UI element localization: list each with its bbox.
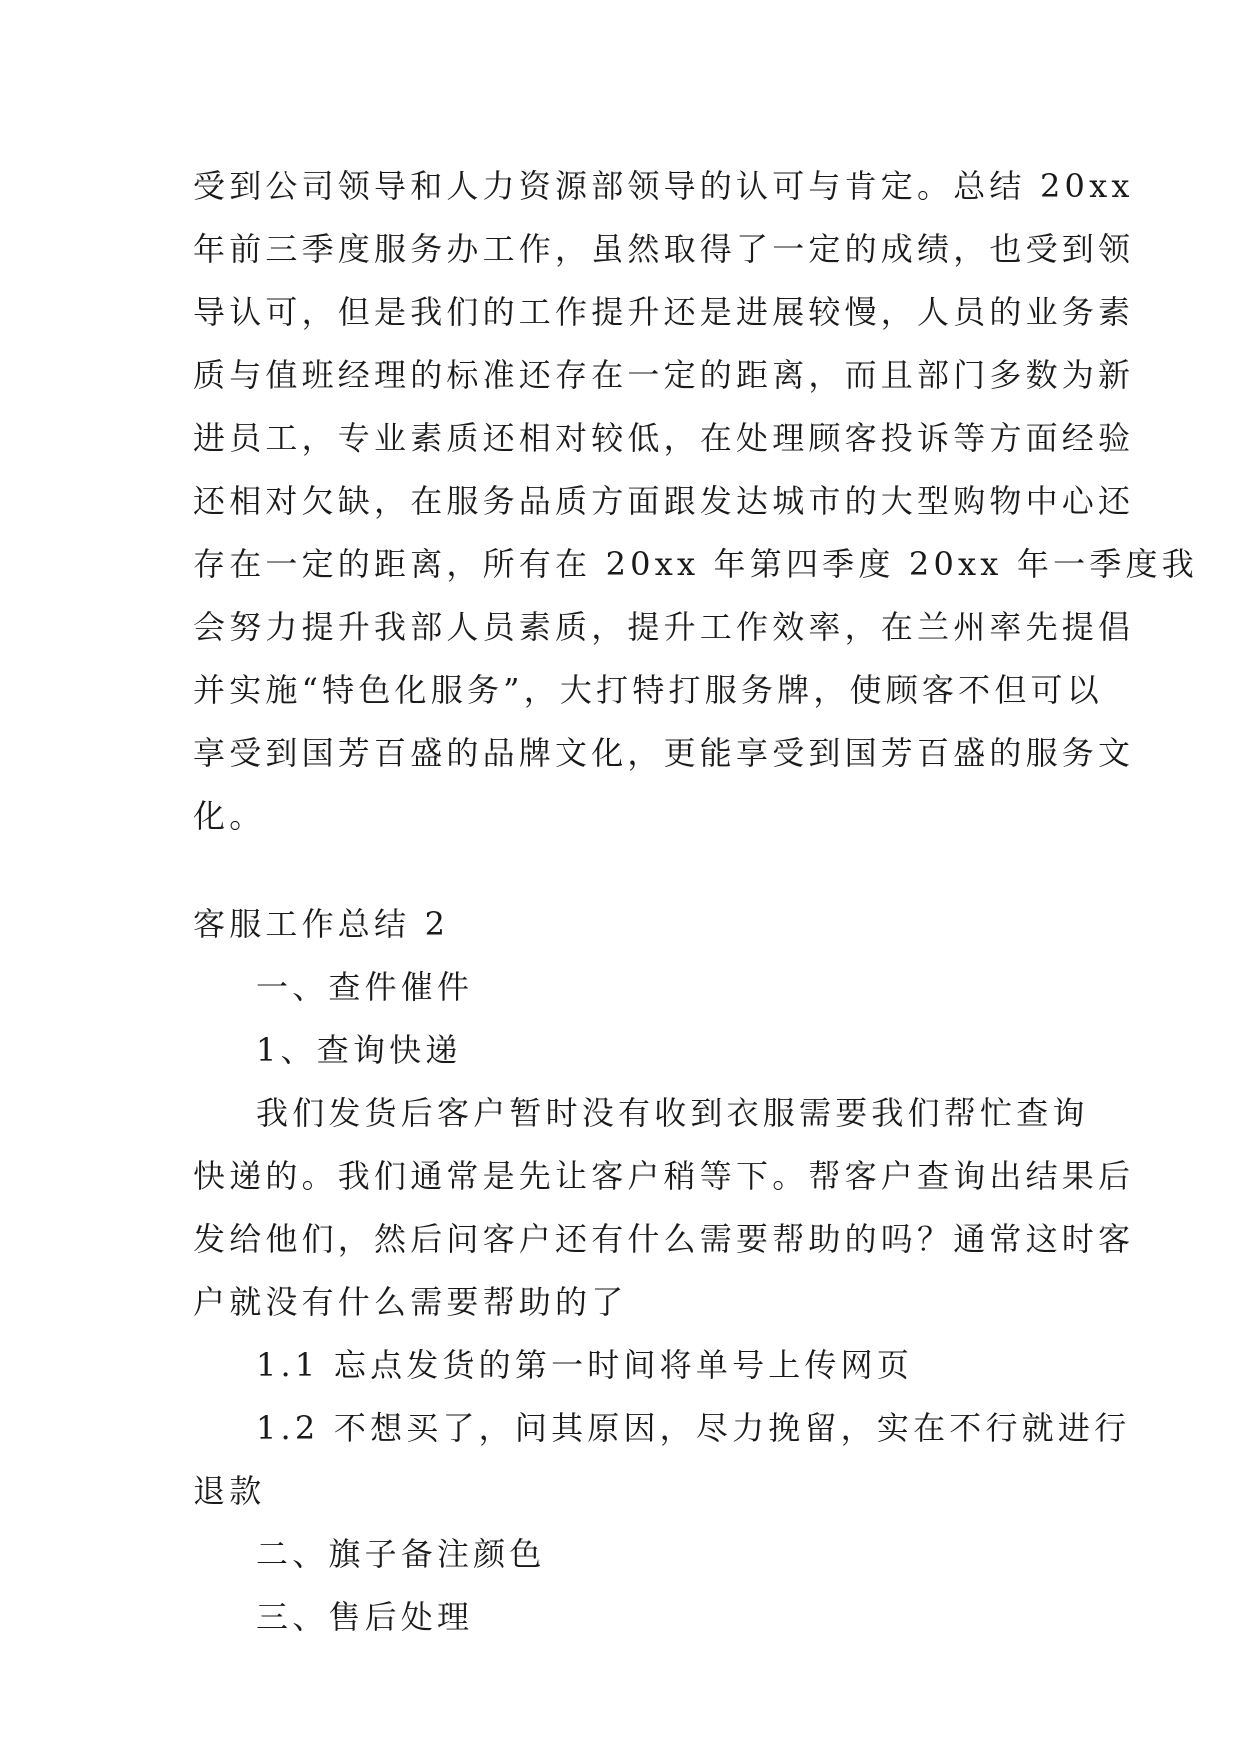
paragraph-line: 还相对欠缺，在服务品质方面跟发达城市的大型购物中心还 [193, 482, 1135, 520]
paragraph-line: 化。 [193, 797, 266, 835]
list-item-continuation: 退款 [193, 1472, 266, 1510]
paragraph-line: 存在一定的距离，所有在 20xx 年第四季度 20xx 年一季度我 [193, 545, 1198, 583]
paragraph-line: 我们发货后客户暂时没有收到衣服需要我们帮忙查询 [256, 1094, 1089, 1132]
section-title: 客服工作总结 2 [193, 905, 450, 943]
heading-2: 二、旗子备注颜色 [256, 1535, 546, 1573]
paragraph-line: 并实施“特色化服务”，大打特打服务牌，使顾客不但可以 [193, 671, 1103, 709]
heading-1: 一、查件催件 [256, 968, 474, 1006]
list-item: 1.1 忘点发货的第一时间将单号上传网页 [256, 1346, 914, 1384]
paragraph-line: 会努力提升我部人员素质，提升工作效率，在兰州率先提倡 [193, 608, 1135, 646]
paragraph-line: 导认可，但是我们的工作提升还是进展较慢，人员的业务素 [193, 293, 1135, 331]
paragraph-line: 进员工，专业素质还相对较低，在处理顾客投诉等方面经验 [193, 419, 1135, 457]
paragraph-line: 年前三季度服务办工作，虽然取得了一定的成绩，也受到领 [193, 230, 1135, 268]
paragraph-line: 发给他们，然后问客户还有什么需要帮助的吗？通常这时客 [193, 1220, 1135, 1258]
paragraph-line: 受到公司领导和人力资源部领导的认可与肯定。总结 20xx [193, 167, 1134, 205]
heading-3: 三、售后处理 [256, 1598, 474, 1636]
paragraph-line: 快递的。我们通常是先让客户稍等下。帮客户查询出结果后 [193, 1157, 1135, 1195]
paragraph-line: 享受到国芳百盛的品牌文化，更能享受到国芳百盛的服务文 [193, 734, 1135, 772]
subheading-1: 1、查询快递 [256, 1031, 462, 1069]
list-item: 1.2 不想买了，问其原因，尽力挽留，实在不行就进行 [256, 1409, 1131, 1447]
paragraph-line: 质与值班经理的标准还存在一定的距离，而且部门多数为新 [193, 356, 1135, 394]
paragraph-line: 户就没有什么需要帮助的了 [193, 1283, 628, 1321]
